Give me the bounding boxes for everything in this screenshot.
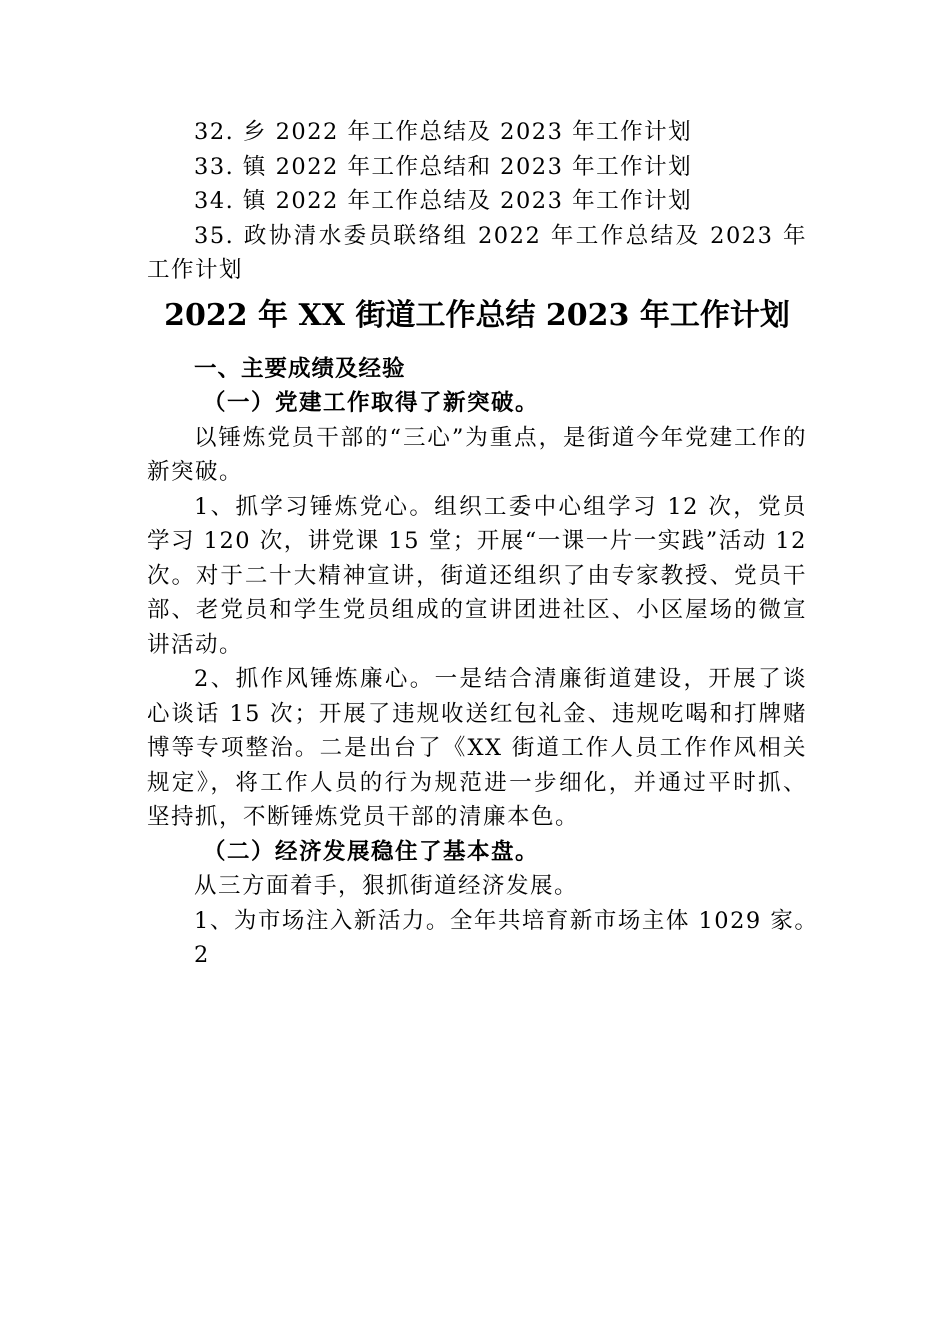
- paragraph: 从三方面着手，狠抓街道经济发展。: [194, 873, 579, 899]
- list-item: 32. 乡 2022 年工作总结及 2023 年工作计划: [194, 119, 693, 145]
- list-item: 33. 镇 2022 年工作总结和 2023 年工作计划: [194, 153, 693, 180]
- page-number: 2: [194, 942, 210, 968]
- paragraph: 1、抓学习锤炼党心。组织工委中心组学习 12 次，党员学习 120 次，讲党课 15 堂；开展“一课一片一实践”活动 12 次。对于二十大精神宣讲，街道还组织了由专家教授、党员干部、老党员和学生党员组成的宣讲团进社区、小区屋场的微宣讲活动。: [147, 493, 807, 658]
- document-title: 2022 年 XX 街道工作总结 2023 年工作计划: [164, 297, 790, 333]
- subsection-heading: （二）经济发展稳住了基本盘。: [203, 838, 540, 865]
- paragraph: 2、抓作风锤炼廉心。一是结合清廉街道建设，开展了谈心谈话 15 次；开展了违规收送红包礼金、违规吃喝和打牌赌博等专项整治。二是出台了《XX 街道工作人员工作作风相关规定》，将工作人员的行为规范进一步细化，并通过平时抓、坚持抓，不断锤炼党员干部的清廉本色。: [147, 666, 807, 830]
- paragraph: 以锤炼党员干部的“三心”为重点，是街道今年党建工作的新突破。: [147, 424, 807, 485]
- subsection-heading: （一）党建工作取得了新突破。: [203, 390, 540, 416]
- list-item: 34. 镇 2022 年工作总结及 2023 年工作计划: [194, 188, 693, 214]
- document-body: [147, 115, 819, 973]
- list-item: 35. 政协清水委员联络组 2022 年工作总结及 2023 年工作计划: [147, 222, 807, 283]
- paragraph: 1、为市场注入新活力。全年共培育新市场主体 1029 家。: [194, 907, 819, 934]
- section-heading: 一、主要成绩及经验: [194, 355, 406, 382]
